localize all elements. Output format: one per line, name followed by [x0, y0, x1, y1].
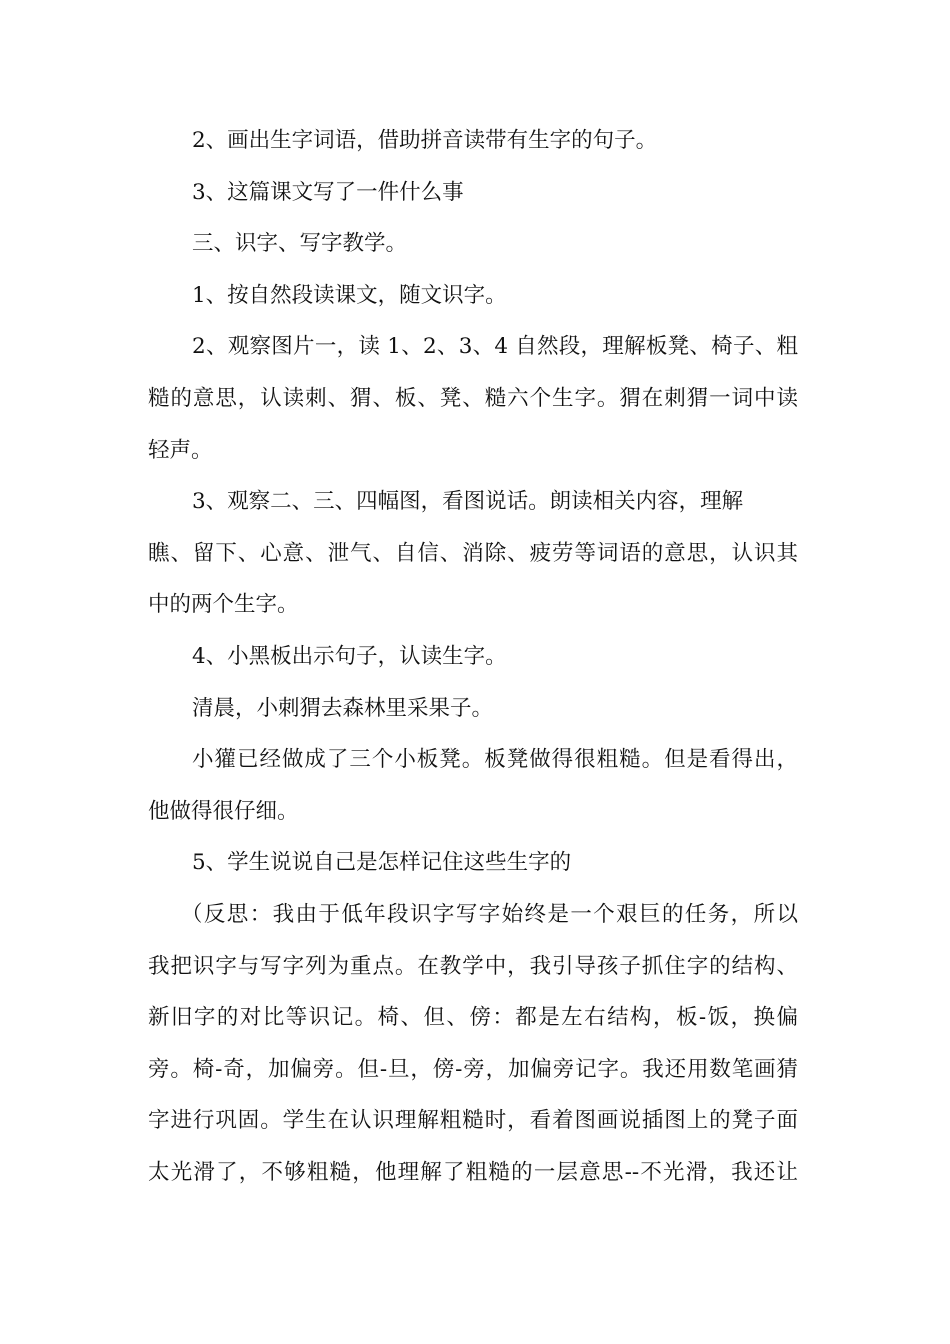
paragraph-line: 2、画出生字词语，借助拼音读带有生字的句子。: [192, 128, 658, 153]
paragraph-line: 太光滑了，不够粗糙，他理解了粗糙的一层意思--不光滑，我还让: [148, 1159, 798, 1185]
paragraph-line: 4、小黑板出示句子，认读生字。: [192, 643, 507, 669]
paragraph-line: 瞧、留下、心意、泄气、自信、消除、疲劳等词语的意思，认识其: [148, 540, 798, 566]
paragraph-line: 糙的意思，认读刺、猬、板、凳、糙六个生字。猬在刺猬一词中读: [148, 385, 798, 411]
paragraph-line: （反思：我由于低年段识字写字始终是一个艰巨的任务，所以: [181, 901, 798, 927]
paragraph-line: 1、按自然段读课文，随文识字。: [192, 282, 507, 308]
paragraph-line: 2、观察图片一，读 1、2、3、4 自然段，理解板凳、椅子、粗: [192, 334, 798, 360]
paragraph-line: 轻声。: [148, 437, 213, 463]
section-heading: 三、识字、写字教学。: [192, 231, 408, 257]
paragraph-line: 旁。椅-奇，加偏旁。但-旦，傍-旁，加偏旁记字。我还用数笔画猜: [148, 1056, 798, 1082]
paragraph-line: 我把识字与写字列为重点。在教学中，我引导孩子抓住字的结构、: [148, 953, 798, 979]
paragraph-line: 他做得很仔细。: [148, 798, 299, 824]
paragraph-line: 3、这篇课文写了一件什么事: [192, 179, 464, 205]
paragraph-line: 5、学生说说自己是怎样记住这些生字的: [192, 850, 572, 876]
paragraph-line: 3、观察二、三、四幅图，看图说话。朗读相关内容，理解: [192, 489, 744, 515]
paragraph-line: 中的两个生字。: [148, 592, 299, 618]
paragraph-line: 字进行巩固。学生在认识理解粗糙时，看着图画说插图上的凳子面: [148, 1108, 798, 1134]
paragraph-line: 小獾已经做成了三个小板凳。板凳做得很粗糙。但是看得出，: [192, 747, 798, 773]
paragraph-line: 清晨，小刺猬去森林里采果子。: [192, 695, 494, 721]
document-body: [148, 115, 798, 1198]
paragraph-line: 新旧字的对比等识记。椅、但、傍：都是左右结构，板-饭，换偏: [148, 1005, 798, 1031]
